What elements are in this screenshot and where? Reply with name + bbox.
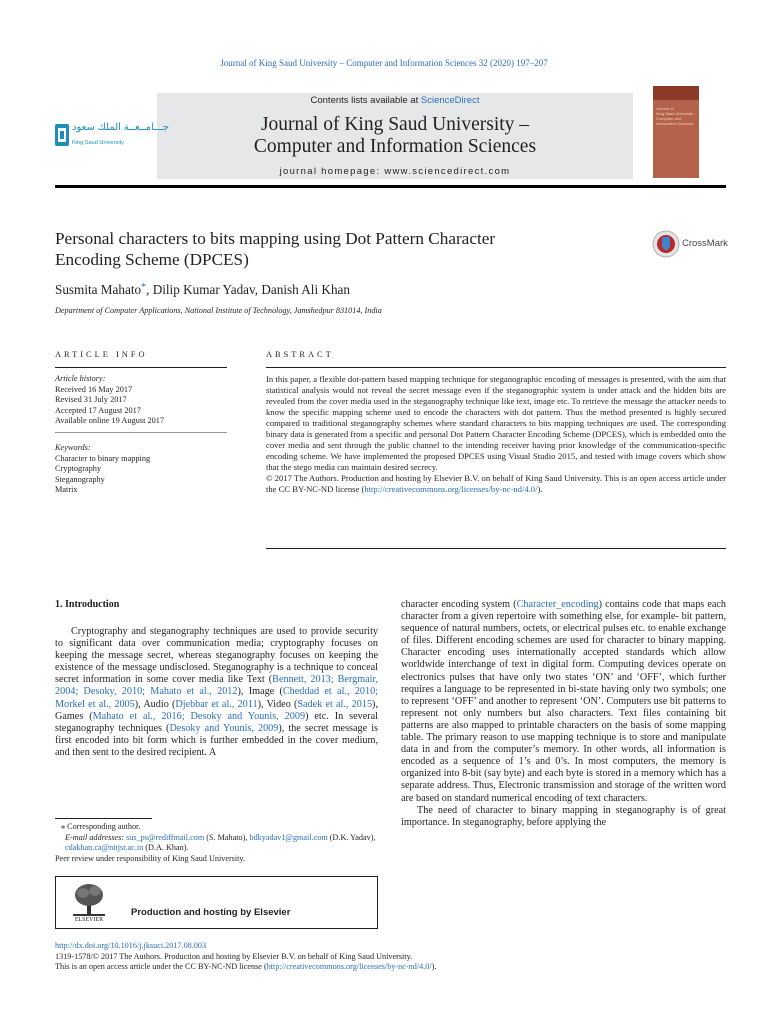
body-column-right <box>401 599 726 829</box>
email-label: E-mail addresses: <box>65 832 127 842</box>
abstract-heading: ABSTRACT <box>266 350 334 359</box>
co-authors: , Dilip Kumar Yadav, Danish Ali Khan <box>146 282 350 297</box>
keywords-label: Keywords: <box>55 443 91 452</box>
email-owner: (D.A. Khan). <box>143 843 189 852</box>
citation-link[interactable]: Bennett, 2013; Bergmair, 2004; Desoky, 2010; Mahato et al., 2012 <box>55 674 378 698</box>
affiliation: Department of Computer Applications, National Institute of Technology, Jamshedpur 831014, India <box>55 306 382 315</box>
history-received: Received 16 May 2017 <box>55 384 133 394</box>
keyword-item: Steganography <box>55 474 105 484</box>
crossmark-label: CrossMark <box>682 238 728 249</box>
journal-reference[interactable]: Journal of King Saud University – Computer and Information Sciences 32 (2020) 197–207 <box>220 58 548 68</box>
ksu-logo <box>55 118 170 156</box>
intro-paragraph-3: The need of character to binary mapping in steganography is of great importance. In steganography, before applying the <box>401 804 726 828</box>
cover-text-line: Information Sciences <box>656 121 694 126</box>
elsevier-wordmark: ELSEVIER <box>74 917 104 923</box>
text-run: ). <box>431 962 437 972</box>
introduction-heading: 1. Introduction <box>55 599 120 610</box>
abstract-text: In this paper, a flexible dot-pattern based mapping technique for steganographic encoding of messages is presented, with the aim that statistical analysis would not reveal the secret message even if the steganographic system is under attack and the hidden bits are revealed from the cover media used in the steganography technique like text, image etc. To retrieve the message the attacker needs to know the specific mapping scheme used to encode the characters with dot pattern. Thus the method presented is highly secured compared to traditional steganography schemes where standard characters to bits mapping techniques are used. The corresponding binary data is generated from a specific and personal Dot Pattern Character Encoding Scheme (DPCES), which is embedded onto the cover media and sent through the public channel to the intending receiver having prior knowledge of the communication-specific encoding scheme. We have implemented the proposed DPCES using Visual Studio 2015, and tested with image covers which show that the stego media can maintain desired secrecy. <box>266 374 726 473</box>
paper-title <box>55 228 615 270</box>
abstract-rule <box>266 367 726 368</box>
elsevier-tree-icon <box>69 881 109 917</box>
doi-link[interactable]: http://dx.doi.org/10.1016/j.jksuci.2017.08.003 <box>55 941 207 950</box>
copyright-text: © 2017 The Authors. Production and hosting by Elsevier B.V. on behalf of King Saud University. This is an open access article under the CC BY-NC-ND license ( <box>266 473 726 495</box>
journal-homepage[interactable]: journal homepage: www.sciencedirect.com <box>279 166 511 177</box>
cover-top-strip <box>653 86 699 100</box>
text-run: This is an open access article under the CC BY-NC-ND license ( <box>55 962 267 972</box>
email-link[interactable]: cdakhan.ca@nitjsr.ac.in <box>65 843 144 852</box>
elsevier-logo <box>69 881 109 925</box>
text-run: ) etc. In several steganography techniques ( <box>55 710 378 734</box>
author-list <box>55 282 350 298</box>
abstract-body <box>266 374 726 496</box>
email-owner: (D.K. Yadav), <box>327 832 376 842</box>
article-info-rule <box>55 367 227 368</box>
intro-paragraph-1 <box>55 626 378 759</box>
citation-link[interactable]: Djebbar et al., 2011 <box>175 698 258 710</box>
header-rule <box>55 185 726 188</box>
text-run: ), Audio ( <box>134 698 176 710</box>
citation-link[interactable]: Mahato et al., 2016; Desoky and Younis, 2009 <box>92 710 306 722</box>
open-access-line <box>55 962 726 973</box>
license-link[interactable]: http://creativecommons.org/licenses/by-nc-nd/4.0/ <box>364 484 538 495</box>
crossmark-icon <box>652 230 680 258</box>
email-link[interactable]: sus_ps@rediffmail.com <box>126 832 205 842</box>
keyword-item: Matrix <box>55 485 78 495</box>
paper-title-line2: Encoding Scheme (DPCES) <box>55 250 249 269</box>
citation-link[interactable]: Cheddad et al., 2010; Morkel et al., 2005 <box>55 686 378 710</box>
contents-available-line <box>157 95 633 106</box>
article-history <box>55 374 227 427</box>
footnote-rule <box>55 818 152 819</box>
paper-title-line1: Personal characters to bits mapping using Dot Pattern Character <box>55 229 496 248</box>
history-revised: Revised 31 July 2017 <box>55 395 127 405</box>
corresponding-author-mark[interactable]: * <box>141 282 147 293</box>
page-footer <box>55 941 726 973</box>
license-link[interactable]: http://creativecommons.org/licenses/by-nc-nd/4.0/ <box>266 962 432 972</box>
email-owner: (S. Mahato), <box>204 832 250 842</box>
keyword-item: Character to binary mapping <box>55 453 151 463</box>
footnotes <box>55 822 378 864</box>
email-link[interactable]: bdkyadav1@gmail.com <box>249 832 328 842</box>
cover-text-line: King Saud University – <box>656 111 697 116</box>
contents-prefix: Contents lists available at <box>310 95 421 106</box>
journal-cover-thumbnail <box>653 86 699 178</box>
corresponding-author-note: ⁎ Corresponding author. <box>61 822 141 831</box>
text-run: ), Games ( <box>55 698 378 722</box>
intro-paragraph-2 <box>401 599 726 805</box>
abstract-copyright <box>266 473 726 495</box>
journal-title <box>157 114 633 158</box>
history-accepted: Accepted 17 August 2017 <box>55 405 141 415</box>
cover-text-line: Computer and <box>656 116 682 121</box>
citation-link[interactable]: Desoky and Younis, 2009 <box>169 722 279 734</box>
body-column-left <box>55 626 378 759</box>
history-online: Available online 19 August 2017 <box>55 416 165 426</box>
text-run: ), the secret message is first encoded into bit form which is further embedded in the cover medium, and then sent to the desired recipient. A <box>55 722 378 758</box>
peer-review-note: Peer review under responsibility of King Saud University. <box>55 853 246 863</box>
sciencedirect-link[interactable]: ScienceDirect <box>420 95 480 106</box>
cover-text-line: Journal of <box>656 106 674 111</box>
ksu-arabic-wordmark: جـــامــعــة الملك سعود <box>72 122 170 133</box>
cover-text <box>656 106 696 126</box>
text-run: ) contains code that maps each character from a given repertoire with something else, for example- bit pattern, sequence of natural numbers, octets, or electrical pulses etc. to enable exchange of files. Different encoding schemes are used for character to binary mapping. Character encoding uses internationally accepted standards which allow worldwide interchange of text in digital form. Computing devices operate on electronics pulses that have only two states ‘ON’ and ‘OFF’, which further requires a language to be represented in bi-state having only two symbols; one to represent ‘OFF’ and another to represent ‘ON’. Computers use bit patterns to represent not only numbers but also characters. Text files containing bit patterns are also mapped to printable characters on the basis of some mapping table. The primary reason to use mapping technique is to store and manipulate data in and from the computer’s memory. In other words, all information is encoded as a sequence of 1’s and 0’s. In most computers, the memory is organized into 8-bit (say byte) and each byte is stored in a memory which has a separate address. Thus, Electronic transmission and storage of the written word are based on standard numerical encoding of text characters. <box>401 599 726 804</box>
production-hosting-label: Production and hosting by Elsevier <box>131 907 291 918</box>
email-addresses <box>55 833 378 854</box>
text-run: character encoding system ( <box>401 599 517 610</box>
article-info-divider <box>55 432 227 433</box>
author-1: Susmita Mahato <box>55 282 142 297</box>
citation-link[interactable]: Sadek et al., 2015 <box>297 698 373 710</box>
text-run: ), Image ( <box>237 686 283 698</box>
abstract-bottom-rule <box>266 548 726 549</box>
history-label: Article history: <box>55 374 106 383</box>
text-run: ), Video ( <box>257 698 298 710</box>
issn-line: 1319-1578/© 2017 The Authors. Production and hosting by Elsevier B.V. on behalf of King Saud University. <box>55 951 413 961</box>
journal-title-line1: Journal of King Saud University – <box>260 114 530 135</box>
ksu-english-wordmark: King Saud University <box>72 140 124 146</box>
article-info-heading: ARTICLE INFO <box>55 350 148 359</box>
copyright-end: ). <box>537 484 543 495</box>
keywords <box>55 443 227 496</box>
journal-title-line2: Computer and Information Sciences <box>253 136 537 157</box>
crossmark-badge[interactable] <box>652 230 732 258</box>
keyword-item: Cryptography <box>55 464 102 474</box>
text-run: Cryptography and steganography techniques are used to provide security to significant data over communication media; cryptography focuses on keeping the message secret, whereas steganography focuses on keeping the existence of the message undisclosed. Steganography is a technique to conceal secret information in some cover media like Text ( <box>55 626 378 686</box>
citation-link[interactable]: Character_encoding <box>516 599 599 610</box>
